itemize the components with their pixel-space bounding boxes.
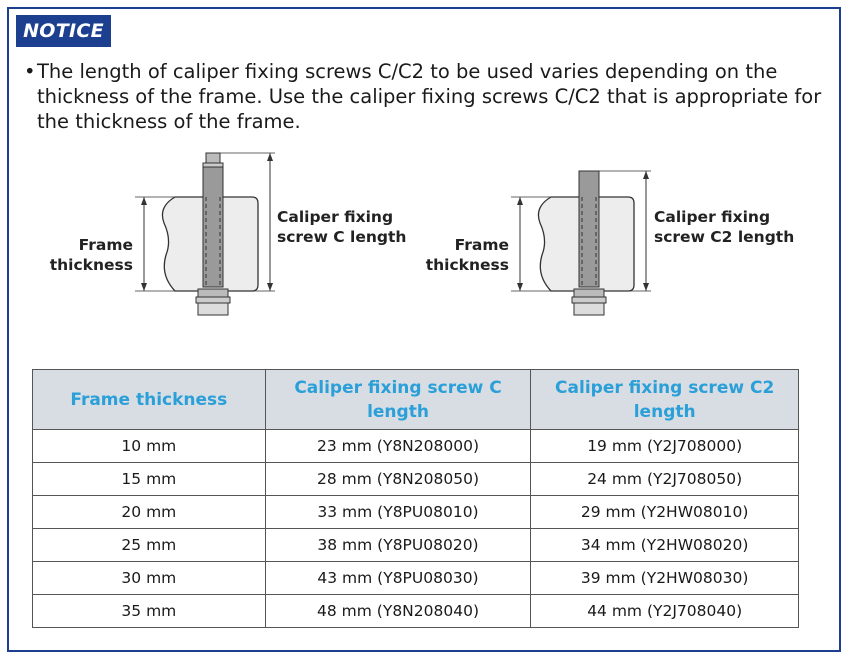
cell-frame-thickness: 15 mm: [33, 463, 266, 496]
left-screw-label-line2: screw C length: [277, 228, 407, 246]
table-row: [33, 430, 799, 463]
right-frame-label-line1: Frame: [454, 236, 509, 254]
header-screw-c-length: Caliper fixing screw C length: [265, 370, 531, 430]
notice-text: [24, 59, 824, 134]
caliper-screw-c2-diagram: [496, 145, 656, 325]
right-frame-thickness-label: [424, 235, 509, 275]
left-screw-label-line1: Caliper fixing: [277, 208, 394, 226]
cell-frame-thickness: 20 mm: [33, 496, 266, 529]
cell-screw-c: 33 mm (Y8PU08010): [265, 496, 531, 529]
right-screw-label-line2: screw C2 length: [654, 228, 795, 246]
cell-screw-c2: 34 mm (Y2HW08020): [531, 529, 799, 562]
cell-screw-c: 23 mm (Y8N208000): [265, 430, 531, 463]
caliper-screw-c-diagram: [120, 145, 280, 325]
cell-screw-c: 38 mm (Y8PU08020): [265, 529, 531, 562]
cell-frame-thickness: 35 mm: [33, 595, 266, 628]
notice-body: The length of caliper fixing screws C/C2 to be used varies depending on the thickness of the frame. Use the caliper fixing screws C/C2 that is appropriate for the thickness of the frame.: [37, 60, 822, 133]
bullet: •: [24, 60, 36, 83]
table-row: [33, 463, 799, 496]
header-frame-thickness: Frame thickness: [33, 370, 266, 430]
cell-frame-thickness: 30 mm: [33, 562, 266, 595]
cell-screw-c2: 44 mm (Y2J708040): [531, 595, 799, 628]
table-row: [33, 496, 799, 529]
cell-screw-c2: 29 mm (Y2HW08010): [531, 496, 799, 529]
left-frame-thickness-label: [48, 235, 133, 275]
cell-screw-c: 43 mm (Y8PU08030): [265, 562, 531, 595]
cell-screw-c2: 39 mm (Y2HW08030): [531, 562, 799, 595]
cell-screw-c2: 19 mm (Y2J708000): [531, 430, 799, 463]
cell-screw-c2: 24 mm (Y2J708050): [531, 463, 799, 496]
cell-frame-thickness: 25 mm: [33, 529, 266, 562]
table-row: [33, 529, 799, 562]
header-screw-c2-length: Caliper fixing screw C2 length: [531, 370, 799, 430]
table-row: [33, 595, 799, 628]
left-screw-length-label: [277, 207, 406, 247]
notice-badge: NOTICE: [16, 15, 111, 47]
cell-screw-c: 48 mm (Y8N208040): [265, 595, 531, 628]
right-screw-length-label: [654, 207, 794, 247]
table-row: [33, 562, 799, 595]
left-frame-label-line1: Frame: [78, 236, 133, 254]
screw-length-table: [32, 369, 799, 628]
right-screw-label-line1: Caliper fixing: [654, 208, 771, 226]
cell-frame-thickness: 10 mm: [33, 430, 266, 463]
cell-screw-c: 28 mm (Y8N208050): [265, 463, 531, 496]
table-header-row: [33, 370, 799, 430]
right-frame-label-line2: thickness: [425, 256, 509, 274]
left-frame-label-line2: thickness: [49, 256, 133, 274]
